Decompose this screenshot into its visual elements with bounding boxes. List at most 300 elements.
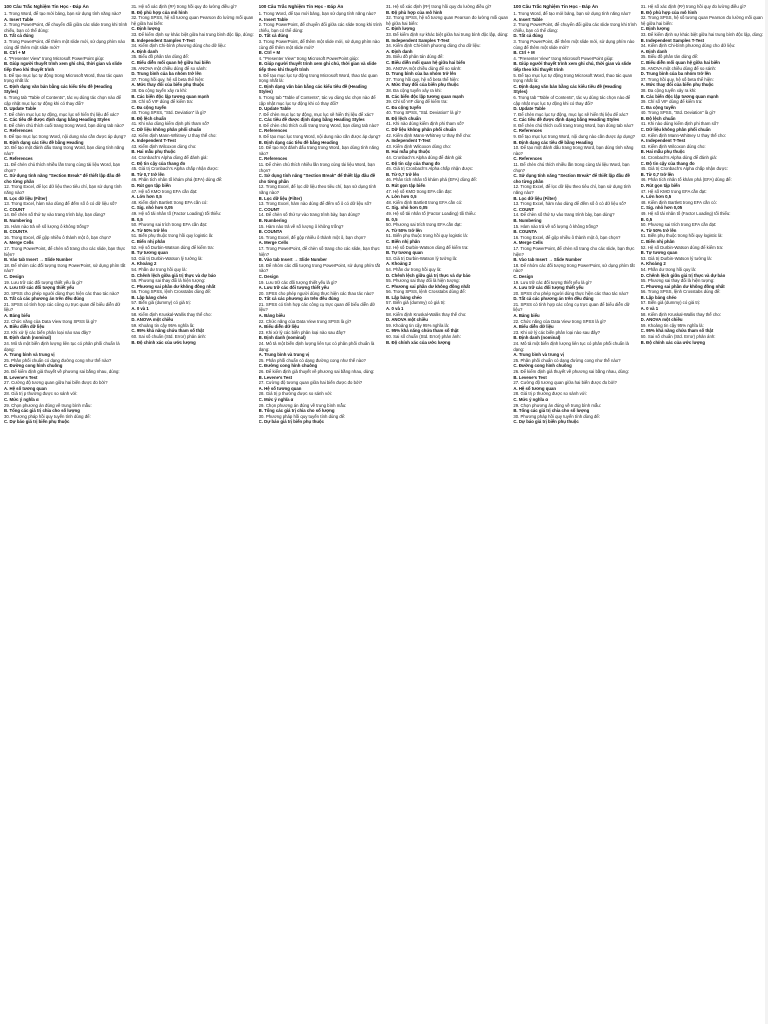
answer-text: C. COUNT xyxy=(4,206,25,212)
answer-text: D. Trung bình của ba nhóm trở lên xyxy=(131,71,202,77)
question-text: 15. Hàm nào trả về số lượng ô không trống? xyxy=(4,223,89,229)
question-text: 7. Để chèn mục lục tự động, mục lục sẽ hiển thị liệu để xác? xyxy=(258,111,374,117)
answer-text: A. Lưu trữ các đối tượng thiết yếu xyxy=(258,285,329,291)
question-text: 51. Biến phụ thuộc trong hồi quy logistic là: xyxy=(386,233,468,239)
question-text: 44. Cronbach's Alpha dùng để đánh giá: xyxy=(131,155,208,161)
answer-text: C. Sig. nhỏ hơn 0,05 xyxy=(131,205,173,211)
question-text: 27. Cường độ tương quan giữa hai biến được đo bởi? xyxy=(258,380,363,386)
answer-text: A. Lưu trữ các đối tượng thiết yếu xyxy=(513,285,584,291)
question-text: 39. Chỉ số VIF dùng để kiểm tra: xyxy=(131,99,193,105)
question-text: 49. Hệ số tải nhân tố (Factor Loading) tối thiểu: xyxy=(640,210,731,216)
question-text: 10. Để tạo một đánh dấu trang trong Word, bạn dùng tính năng nào? xyxy=(258,145,379,156)
question-text: 15. Hàm nào trả về số lượng ô không trống? xyxy=(258,223,344,229)
answer-text: C. Sử dụng tính năng "Section Break" để thiết lập đầu đề cho từng phần xyxy=(4,173,121,184)
question-text: 23. Khi xử lý các biến phân loại nào sau đây? xyxy=(258,329,346,335)
question-text: 17. Trong PowerPoint, để chèn số trang cho các slide, bạn thực hiện? xyxy=(513,245,635,257)
answer-text: C. Phương sai phần dư không đồng nhất xyxy=(131,283,216,289)
document-title: 100 Câu Trắc Nghiệm Tin Học - Đáp Án xyxy=(258,4,344,9)
question-text: 29. Chọn phương án đúng về trung bình mẫu: xyxy=(258,402,347,408)
question-text: 3. Trong PowerPoint, để thêm một slide mới, sử dụng phím nào cùng để thêm một slide mới? xyxy=(4,38,126,50)
answer-text: B. Independent Samples T-Test xyxy=(640,37,705,43)
question-text: 38. Đa cộng tuyến xảy ra khi: xyxy=(131,87,187,93)
answer-text: C. Dữ liệu không phân phối chuẩn xyxy=(386,127,456,133)
answer-text: B. Giúp người thuyết trình xem ghi chú, thời gian và slide tiếp theo khi thuyết trình xyxy=(513,61,632,72)
answer-text: B. 0,5 xyxy=(131,216,143,222)
question-text: 46. Phân tích nhân tố khám phá (EFA) dùng để: xyxy=(131,177,223,183)
question-text: 19. Lưu trữ các đối tượng thiết yếu là gì? xyxy=(258,279,337,285)
answer-text: B. Tự tương quan xyxy=(386,250,423,256)
question-text: 9. Để tạo mục lục trong Word, nội dung nào cần được áp dụng? xyxy=(4,134,126,140)
answer-text: B. Từ 0,7 trở lên xyxy=(386,171,420,177)
answer-text: A. Bảng biểu xyxy=(4,313,31,319)
question-text: 34. Kiểm định Chi-bình phương dùng cho dữ liệu: xyxy=(386,43,481,49)
answer-text: A. Hệ số tương quan xyxy=(513,385,557,391)
answer-text: A. Khoảng 2 xyxy=(386,261,412,267)
question-text: 4. "Presenter View" trong Microsoft PowerPoint giúp: xyxy=(4,55,105,61)
answer-text: B. Ctrl + M xyxy=(4,50,26,56)
answer-text: B. Hai mẫu phụ thuộc xyxy=(386,149,431,155)
question-text: 21. SPSS có tính hợp các công cụ trực quan để biểu diễn dữ liệu? xyxy=(258,301,375,313)
question-text: 59. Khoảng tin cậy 95% nghĩa là: xyxy=(131,322,195,328)
answer-text: A. Bảng biểu xyxy=(258,313,285,319)
question-text: 27. Cường độ tương quan giữa hai biến được đo bởi? xyxy=(4,380,108,386)
question-text: 35. Biểu đồ phân tán dùng để: xyxy=(131,54,189,60)
answer-text: A. Trung bình và trung vị xyxy=(4,352,55,358)
answer-text: C. References xyxy=(258,128,288,134)
question-text: 7. Để chèn mục lục tự động, mục lục sẽ hiển thị liệu để xác? xyxy=(4,111,119,117)
question-text: 26. Để kiểm định giả thuyết về phương sai bằng nhau, dùng: xyxy=(4,369,120,374)
question-text: 47. Hệ số KMO trong EFA cần đạt: xyxy=(640,188,707,194)
question-text: 43. Kiểm định Wilcoxon dùng cho: xyxy=(640,143,706,149)
answer-text: C. Đường cong hình chuông xyxy=(258,363,318,369)
answer-text: B. Levene's Test xyxy=(258,374,293,380)
question-text: 52. Hệ số Durbin-Watson dùng để kiểm tra: xyxy=(131,244,214,250)
question-text: 20. SPSS cho phép người dùng thực hiện các thao tác nào? xyxy=(258,290,374,296)
text-column-3 xyxy=(259,4,382,1024)
answer-text: D. ANOVA một chiều xyxy=(131,317,174,323)
question-text: 4. "Presenter View" trong Microsoft PowerPoint giúp: xyxy=(513,55,614,61)
answer-text: C. Phương sai phần dư không đồng nhất xyxy=(640,283,725,289)
question-text: 21. SPSS có tính hợp các công cụ trực quan để biểu diễn dữ liệu? xyxy=(513,301,630,313)
answer-text: B. Numbering xyxy=(258,217,287,223)
answer-text: A. Từ 50% trở lên xyxy=(131,227,168,233)
question-text: 60. Sai số chuẩn (Std. Error) phản ánh: xyxy=(640,334,716,340)
answer-text: C. Sử dụng tính năng "Section Break" để thiết lập đầu đề cho từng phần xyxy=(258,173,376,184)
answer-text: D. Update Table xyxy=(4,106,37,112)
question-text: 12. Trong Excel, để lọc dữ liệu theo tiêu chí, bạn sử dụng tính năng nào? xyxy=(513,184,631,195)
question-text: 48. Kiểm định Bartlett trong EFA cần có: xyxy=(131,199,208,205)
answer-text: B. Định danh (nominal) xyxy=(258,335,306,341)
answer-text: A. Lớn hơn 0,5 xyxy=(131,194,162,200)
question-text: 50. Phương sai trích trong EFA cần đạt: xyxy=(131,222,208,228)
answer-text: C. Sử dụng tính năng "Section Break" để thiết lập đầu đề cho từng phần xyxy=(513,173,630,184)
question-text: 34. Kiểm định Chi-bình phương dùng cho dữ liệu: xyxy=(640,43,736,49)
answer-text: C. COUNT xyxy=(513,206,535,212)
answer-text: A. 0 và 1 xyxy=(131,306,149,312)
question-text: 38. Đa cộng tuyến xảy ra khi: xyxy=(640,87,697,93)
question-text: 19. Lưu trữ các đối tượng thiết yếu là gì? xyxy=(513,279,592,285)
question-text: 25. Phân phối chuẩn có dạng đường cong như thế nào? xyxy=(513,357,621,363)
question-text: 8. Để chèn chú thích cuối trang trong Word, bạn dùng tab nào? xyxy=(258,122,379,128)
question-text: 32. Trong SPSS, hệ số tương quan Pearson đo lường mối quan hệ giữa hai biến: xyxy=(131,15,254,26)
answer-text: D. Tất cả các phương án trên đều đúng xyxy=(513,296,594,302)
question-text: 57. Biến giả (dummy) có giá trị: xyxy=(640,300,701,306)
answer-text: C. References xyxy=(4,156,33,162)
answer-text: B. Vào tab Insert → Slide Number xyxy=(258,257,327,263)
question-text: 3. Trong PowerPoint, để thêm một slide mới, sử dụng phím nào cùng để thêm một slide mới? xyxy=(258,38,380,50)
answer-text: B. Tự tương quan xyxy=(640,250,678,256)
answer-text: B. Độ phù hợp của mô hình xyxy=(640,9,697,15)
answer-text: A. Định danh xyxy=(386,48,413,54)
question-text: 28. Giá trị p thường được so sánh với: xyxy=(513,391,587,397)
question-text: 16. Trong Excel, để gộp nhiều ô thành một ô, bạn chọn? xyxy=(4,234,112,240)
answer-text: B. Từ 0,7 trở lên xyxy=(640,171,674,177)
question-text: 26. Để kiểm định giả thuyết về phương sai bằng nhau, dùng: xyxy=(258,369,375,374)
question-text: 44. Cronbach's Alpha dùng để đánh giá: xyxy=(386,155,463,161)
question-text: 60. Sai số chuẩn (Std. Error) phản ánh: xyxy=(131,334,207,340)
question-text: 44. Cronbach's Alpha dùng để đánh giá: xyxy=(640,155,717,161)
answer-text: C. 95% khả năng chứa tham số thật xyxy=(131,328,204,334)
question-text: 11. Để chèn chú thích nhiều lần trong cùng tài liệu Word, bạn chọn? xyxy=(513,162,630,173)
question-text: 55. Phương sai thay đổi là hiện tượng: xyxy=(640,278,715,284)
question-text: 36. ANOVA một chiều dùng để so sánh: xyxy=(640,65,717,71)
question-text: 28. Giá trị p thường được so sánh với: xyxy=(4,391,78,397)
question-text: 40. Trong SPSS, "Std. Deviation" là gì? xyxy=(640,110,716,116)
question-text: 53. Giá trị Durbin-Watson lý tưởng là: xyxy=(640,255,712,261)
answer-text: C. Design xyxy=(258,273,279,279)
question-text: 57. Biến giả (dummy) có giá trị: xyxy=(131,300,191,306)
answer-text: A. 0 và 1 xyxy=(386,306,404,312)
question-text: 37. Trong hồi quy, hệ số beta thể hiện: xyxy=(131,76,205,82)
answer-text: D. Tất cả đúng xyxy=(258,33,289,39)
answer-text: C. Độ tin cậy của thang đo xyxy=(386,160,440,166)
question-text: 39. Chỉ số VIF dùng để kiểm tra: xyxy=(386,99,448,105)
question-text: 36. ANOVA một chiều dùng để so sánh: xyxy=(386,65,462,71)
answer-text: D. Rút gọn tập biến xyxy=(640,183,681,188)
answer-text: A. Mức thay đổi của biến phụ thuộc xyxy=(386,82,459,88)
question-text: 50. Phương sai trích trong EFA cần đạt: xyxy=(640,222,717,228)
question-text: 18. Để nhóm các đối tượng trong PowerPoint, sử dụng phím tắt nào? xyxy=(258,262,380,274)
question-text: 56. Trong SPSS, lệnh Crosstabs dùng để: xyxy=(131,289,212,295)
answer-text: A. Insert Table xyxy=(258,16,288,22)
answer-text: A. Lớn hơn 0,5 xyxy=(640,194,672,200)
answer-text: C. Định dạng văn bản bằng các kiểu tiêu đề (Heading Styles) xyxy=(4,83,113,95)
question-text: 24. Mô tả một biến định lượng liên tục có phân phối chuẩn là dạng: xyxy=(258,341,375,352)
answer-text: A. Trung bình và trung vị xyxy=(513,352,564,358)
question-text: 59. Khoảng tin cậy 95% nghĩa là: xyxy=(640,322,704,328)
answer-text: B. Độ chính xác của ước lượng xyxy=(640,339,706,345)
answer-text: D. Trung bình của ba nhóm trở lên xyxy=(640,71,711,77)
answer-text: B. Độ phù hợp của mô hình xyxy=(131,9,188,15)
answer-text: A. Insert Table xyxy=(513,16,543,22)
question-text: 5. Để tạo mục lục tự động trong Microsoft Word, thao tác quan trọng nhất là: xyxy=(513,72,633,84)
question-text: 16. Trong Excel, để gộp nhiều ô thành một ô, bạn chọn? xyxy=(258,234,366,240)
question-text: 30. Phương pháp hồi quy tuyến tính dùng để: xyxy=(258,413,346,419)
question-text: 23. Khi xử lý các biến phân loại nào sau đây? xyxy=(4,329,91,335)
question-text: 10. Để tạo một đánh dấu trang trong Word, bạn dùng tính năng nào? xyxy=(4,145,125,156)
answer-text: C. Sig. nhỏ hơn 0,05 xyxy=(386,205,428,211)
answer-text: A. Lớn hơn 0,5 xyxy=(386,194,417,200)
answer-text: A. Bảng biểu xyxy=(513,313,540,319)
answer-text: B. Ctrl + M xyxy=(513,50,535,56)
question-text: 33. Để kiểm định sự khác biệt giữa hai trung bình độc lập, dùng: xyxy=(386,31,509,37)
question-text: 52. Hệ số Durbin-Watson dùng để kiểm tra: xyxy=(386,244,469,250)
question-text: 45. Giá trị Cronbach's Alpha chấp nhận được: xyxy=(640,166,728,172)
question-text: 41. Khi nào dùng kiểm định phi tham số? xyxy=(640,121,719,127)
question-text: 54. Phần dư trong hồi quy là: xyxy=(131,266,187,272)
answer-text: A. Insert Table xyxy=(4,16,34,22)
question-text: 13. Trong Excel, hàm nào dùng để đếm số ô có dữ liệu số? xyxy=(513,201,627,207)
answer-text: B. Độ chính xác của ước lượng xyxy=(386,339,451,345)
question-text: 42. Kiểm định Mann-Whitney U thay thế cho: xyxy=(640,132,726,138)
answer-text: C. Định dạng văn bản bằng các kiểu tiêu đề (Heading Styles) xyxy=(513,83,622,95)
answer-text: D. Chênh lệch giữa giá trị thực và dự báo xyxy=(386,272,471,278)
answer-text: C. Design xyxy=(513,273,534,279)
question-text: 41. Khi nào dùng kiểm định phi tham số? xyxy=(386,121,464,127)
answer-text: B. Vào tab Insert → Slide Number xyxy=(4,257,73,263)
question-text: 36. ANOVA một chiều dùng để so sánh: xyxy=(131,65,207,71)
answer-text: D. Chênh lệch giữa giá trị thực và dự báo xyxy=(131,272,216,278)
question-text: 18. Để nhóm các đối tượng trong PowerPoint, sử dụng phím tắt nào? xyxy=(513,262,635,274)
question-text: 22. Chức năng của Data View trong SPSS là gì? xyxy=(513,318,606,324)
question-text: 51. Biến phụ thuộc trong hồi quy logistic là: xyxy=(131,233,214,239)
answer-text: B. COUNTA xyxy=(4,229,28,235)
document-title: 100 Câu Trắc Nghiệm Tin Học - Đáp Án xyxy=(4,4,89,9)
answer-text: C. Biến nhị phân xyxy=(386,238,420,244)
answer-text: C. References xyxy=(513,128,542,134)
answer-text: B. Lọc dữ liệu (Filter) xyxy=(4,195,48,201)
question-text: 19. Lưu trữ các đối tượng thiết yếu là gì? xyxy=(4,279,83,285)
question-text: 6. Trong tab "Table of Contents", tác vụ dùng tác chọn nào để cập nhật mục lục tự động khi có thay đổi? xyxy=(258,94,376,106)
question-text: 33. Để kiểm định sự khác biệt giữa hai trung bình độc lập, dùng: xyxy=(131,31,254,37)
question-text: 12. Trong Excel, để lọc dữ liệu theo tiêu chí, bạn sử dụng tính năng nào? xyxy=(258,184,377,195)
question-text: 59. Khoảng tin cậy 95% nghĩa là: xyxy=(386,322,450,328)
answer-text: C. Độ tin cậy của thang đo xyxy=(640,160,695,166)
question-text: 43. Kiểm định Wilcoxon dùng cho: xyxy=(131,143,197,149)
answer-text: B. Lọc dữ liệu (Filter) xyxy=(513,195,557,201)
question-text: 22. Chức năng của Data View trong SPSS là gì? xyxy=(258,318,352,324)
answer-text: A. Hệ số tương quan xyxy=(258,385,302,391)
question-text: 17. Trong PowerPoint, để chèn số trang cho các slide, bạn thực hiện? xyxy=(258,245,380,257)
answer-text: C. Dữ liệu không phân phối chuẩn xyxy=(640,127,711,133)
answer-text: B. Hai mẫu phụ thuộc xyxy=(131,149,176,155)
question-text: 39. Chỉ số VIF dùng để kiểm tra: xyxy=(640,99,703,105)
question-text: 5. Để tạo mục lục tự động trong Microsoft Word, thao tác quan trọng nhất là: xyxy=(4,72,123,84)
answer-text: A. Independent T-Test xyxy=(640,138,686,144)
question-text: 24. Mô tả một biến định lượng liên tục có phân phối chuẩn là dạng: xyxy=(513,341,629,352)
answer-text: C. Đa cộng tuyến xyxy=(640,104,676,110)
question-text: 10. Để tạo một đánh dấu trang trong Word, bạn dùng tính năng nào? xyxy=(513,145,634,156)
question-text: 8. Để chèn chú thích cuối trang trong Word, bạn dùng tab nào? xyxy=(4,122,125,128)
answer-text: A. Lưu trữ các đối tượng thiết yếu xyxy=(4,285,75,291)
answer-text: C. Dự báo giá trị biến phụ thuộc xyxy=(258,419,325,425)
question-text: 51. Biến phụ thuộc trong hồi quy logistic là: xyxy=(640,233,723,239)
answer-text: B. Lập bảng chéo xyxy=(640,294,677,300)
answer-text: B. Ctrl + M xyxy=(258,50,281,56)
question-text: 42. Kiểm định Mann-Whitney U thay thế cho: xyxy=(131,132,217,138)
question-text: 2. Trong PowerPoint, để chuyển đổi giữa các slide trong khi trình chiếu, bạn có thể dùng: xyxy=(258,22,382,33)
answer-text: C. Biểu diễn mối quan hệ giữa hai biến xyxy=(131,59,211,65)
question-text: 48. Kiểm định Bartlett trong EFA cần có: xyxy=(386,199,463,205)
answer-text: A. Independent T-Test xyxy=(386,138,431,144)
question-text: 58. Kiểm định Kruskal-Wallis thay thế cho: xyxy=(640,311,721,317)
question-text: 56. Trong SPSS, lệnh Crosstabs dùng để: xyxy=(640,289,721,295)
question-text: 55. Phương sai thay đổi là hiện tượng: xyxy=(386,278,460,284)
question-text: 37. Trong hồi quy, hệ số beta thể hiện: xyxy=(640,76,714,82)
answer-text: B. COUNTA xyxy=(258,229,283,235)
answer-text: B. Tổng các giá trị chia cho số lượng xyxy=(258,408,335,414)
answer-text: C. Mức ý nghĩa α xyxy=(513,396,548,402)
question-text: 45. Giá trị Cronbach's Alpha chấp nhận được: xyxy=(386,166,474,172)
question-text: 34. Kiểm định Chi-bình phương dùng cho dữ liệu: xyxy=(131,43,226,49)
text-column-4 xyxy=(386,4,509,1024)
answer-text: D. Tất cả đúng xyxy=(513,33,543,39)
question-text: 29. Chọn phương án đúng về trung bình mẫu: xyxy=(513,402,601,408)
question-text: 32. Trong SPSS, hệ số tương quan Pearson đo lường mối quan hệ giữa hai biến: xyxy=(640,15,763,26)
question-text: 53. Giá trị Durbin-Watson lý tưởng là: xyxy=(131,255,203,261)
answer-text: B. Các biến độc lập tương quan mạnh xyxy=(640,93,719,99)
text-column-5 xyxy=(513,4,636,1024)
answer-text: B. Định danh (nominal) xyxy=(513,335,561,341)
answer-text: C. Biến nhị phân xyxy=(640,238,675,244)
answer-text: C. Các tiêu đề được định dạng bằng Heading Styles xyxy=(258,117,365,123)
answer-text: D. Tất cả các phương án trên đều đúng xyxy=(4,296,85,302)
question-text: 5. Để tạo mục lục tự động trong Microsoft Word, thao tác quan trọng nhất là: xyxy=(258,72,378,84)
answer-text: B. Độ phù hợp của mô hình xyxy=(386,9,443,15)
answer-text: B. Vào tab Insert → Slide Number xyxy=(513,257,582,263)
answer-text: A. Merge Cells xyxy=(4,240,34,246)
question-text: 46. Phân tích nhân tố khám phá (EFA) dùng để: xyxy=(640,177,732,183)
question-text: 31. Hệ số xác định (R²) trong hồi quy đo lường điều gì? xyxy=(640,4,746,9)
answer-text: B. Độ lệch chuẩn xyxy=(386,115,421,121)
answer-text: A. Từ 50% trở lên xyxy=(386,227,422,233)
answer-text: C. Đường cong hình chuông xyxy=(4,363,63,369)
question-text: 37. Trong hồi quy, hệ số beta thể hiện: xyxy=(386,76,460,82)
question-text: 8. Để chèn chú thích cuối trang trong Word, bạn dùng tab nào? xyxy=(513,122,634,128)
answer-text: B. Independent Samples T-Test xyxy=(386,37,450,43)
answer-text: A. 0 và 1 xyxy=(640,306,659,312)
answer-text: B. Hai mẫu phụ thuộc xyxy=(640,149,685,155)
answer-text: B. Giúp người thuyết trình xem ghi chú, thời gian và slide tiếp theo khi thuyết trình xyxy=(258,61,377,72)
answer-text: C. Mức ý nghĩa α xyxy=(258,396,294,402)
answer-text: D. Tất cả các phương án trên đều đúng xyxy=(258,296,339,302)
answer-text: A. Hệ số tương quan xyxy=(4,385,47,391)
question-text: 1. Trong Word, để tạo mới bảng, bạn sử dụng tính năng nào? xyxy=(513,11,631,16)
question-text: 47. Hệ số KMO trong EFA cần đạt: xyxy=(131,188,198,194)
answer-text: C. Độ tin cậy của thang đo xyxy=(131,160,186,166)
question-text: 14. Để chèn số thứ tự vào trang trình bày, bạn dùng? xyxy=(513,212,615,218)
question-text: 13. Trong Excel, hàm nào dùng để đếm số ô có dữ liệu số? xyxy=(258,201,372,207)
answer-text: C. Biểu diễn mối quan hệ giữa hai biến xyxy=(386,59,466,65)
answer-text: A. Biểu diễn dữ liệu xyxy=(258,324,300,330)
question-text: 35. Biểu đồ phân tán dùng để: xyxy=(386,54,444,60)
question-text: 2. Trong PowerPoint, để chuyển đổi giữa các slide trong khi trình chiếu, bạn có thể dùng: xyxy=(513,22,637,33)
answer-text: B. Định dạng các tiêu đề bằng Heading xyxy=(258,139,339,145)
question-text: 41. Khi nào dùng kiểm định phi tham số? xyxy=(131,121,210,127)
answer-text: C. Dự báo giá trị biến phụ thuộc xyxy=(4,419,70,425)
answer-text: B. Độ lệch chuẩn xyxy=(131,115,167,121)
question-text: 9. Để tạo mục lục trong Word, nội dung nào cần được áp dụng? xyxy=(513,134,636,140)
answer-text: C. Định lượng xyxy=(386,26,415,32)
answer-text: A. Mức thay đổi của biến phụ thuộc xyxy=(640,82,714,88)
answer-text: D. Rút gọn tập biến xyxy=(386,183,426,188)
answer-text: B. 0,5 xyxy=(640,216,653,222)
answer-text: B. Độ chính xác của ước lượng xyxy=(131,339,196,345)
question-text: 13. Trong Excel, hàm nào dùng để đếm số ô có dữ liệu số? xyxy=(4,201,117,207)
answer-text: A. Từ 50% trở lên xyxy=(640,227,677,233)
answer-text: C. Biến nhị phân xyxy=(131,238,166,244)
answer-text: C. References xyxy=(258,156,288,162)
question-text: 27. Cường độ tương quan giữa hai biến được đo bởi? xyxy=(513,380,617,386)
answer-text: B. Lọc dữ liệu (Filter) xyxy=(258,195,302,201)
answer-text: C. Đường cong hình chuông xyxy=(513,363,572,369)
question-text: 49. Hệ số tải nhân tố (Factor Loading) tối thiểu: xyxy=(131,210,222,216)
answer-text: B. Tổng các giá trị chia cho số lượng xyxy=(513,408,590,414)
answer-text: C. Sig. nhỏ hơn 0,05 xyxy=(640,205,683,211)
document-title: 100 Câu Trắc Nghiệm Tin Học - Đáp Án xyxy=(513,4,598,9)
question-text: 14. Để chèn số thứ tự vào trang trình bày, bạn dùng? xyxy=(258,212,360,218)
question-text: 54. Phần dư trong hồi quy là: xyxy=(386,266,442,272)
question-text: 11. Để chèn chú thích nhiều lần trong cùng tài liệu Word, bạn chọn? xyxy=(258,162,375,173)
answer-text: C. Định lượng xyxy=(640,26,670,32)
answer-text: D. Tất cả đúng xyxy=(4,33,34,39)
answer-text: A. Định danh xyxy=(131,48,158,54)
answer-text: B. Levene's Test xyxy=(4,374,38,380)
question-text: 53. Giá trị Durbin-Watson lý tưởng là: xyxy=(386,255,458,261)
answer-text: C. Đa cộng tuyến xyxy=(386,104,422,110)
question-text: 40. Trong SPSS, "Std. Deviation" là gì? xyxy=(386,110,461,116)
question-text: 28. Giá trị p thường được so sánh với: xyxy=(258,391,333,397)
question-text: 16. Trong Excel, để gộp nhiều ô thành một ô, bạn chọn? xyxy=(513,234,621,240)
question-text: 31. Hệ số xác định (R²) trong hồi quy đo lường điều gì? xyxy=(386,4,492,9)
answer-text: C. Mức ý nghĩa α xyxy=(4,396,39,402)
answer-text: C. 95% khả năng chứa tham số thật xyxy=(386,328,459,334)
answer-text: D. ANOVA một chiều xyxy=(640,317,683,323)
question-text: 54. Phần dư trong hồi quy là: xyxy=(640,266,697,272)
answer-text: B. Independent Samples T-Test xyxy=(131,37,195,43)
answer-text: C. Dự báo giá trị biến phụ thuộc xyxy=(513,419,579,425)
answer-text: D. Trung bình của ba nhóm trở lên xyxy=(386,71,457,77)
question-text: 1. Trong Word, để tạo mới bảng, bạn sử dụng tính năng nào? xyxy=(4,11,122,16)
text-column-6 xyxy=(641,4,764,1024)
answer-text: B. Tự tương quan xyxy=(131,250,169,256)
answer-text: A. Trung bình và trung vị xyxy=(258,352,310,358)
answer-text: C. References xyxy=(513,156,542,162)
question-text: 20. SPSS cho phép người dùng thực hiện các thao tác nào? xyxy=(513,290,629,296)
text-column-1 xyxy=(4,4,127,1024)
answer-text: A. Merge Cells xyxy=(258,240,289,246)
answer-text: C. COUNT xyxy=(258,206,280,212)
answer-text: C. Phương sai phần dư không đồng nhất xyxy=(386,283,470,289)
answer-text: B. Định danh (nominal) xyxy=(4,335,52,341)
question-text: 29. Chọn phương án đúng về trung bình mẫu: xyxy=(4,402,92,408)
answer-text: B. Numbering xyxy=(513,217,542,223)
question-text: 22. Chức năng của Data View trong SPSS là gì? xyxy=(4,318,97,324)
answer-text: B. Các biến độc lập tương quan mạnh xyxy=(386,93,464,99)
answer-text: B. 0,5 xyxy=(386,216,398,222)
question-text: 3. Trong PowerPoint, để thêm một slide mới, sử dụng phím nào cùng để thêm một slide mới? xyxy=(513,38,635,50)
answer-text: C. Đa cộng tuyến xyxy=(131,104,167,110)
question-text: 9. Để tạo mục lục trong Word, nội dung nào cần được áp dụng? xyxy=(258,134,381,140)
question-text: 58. Kiểm định Kruskal-Wallis thay thế cho: xyxy=(386,311,467,317)
answer-text: C. 95% khả năng chứa tham số thật xyxy=(640,328,714,334)
question-text: 4. "Presenter View" trong Microsoft PowerPoint giúp: xyxy=(258,55,359,61)
answer-text: D. ANOVA một chiều xyxy=(386,317,428,323)
question-text: 40. Trong SPSS, "Std. Deviation" là gì? xyxy=(131,110,207,116)
answer-text: A. Independent T-Test xyxy=(131,138,176,144)
question-text: 6. Trong tab "Table of Contents", tác vụ dùng tác chọn nào để cập nhật mục lục tự động khi có thay đổi? xyxy=(4,94,121,106)
answer-text: B. Các biến độc lập tương quan mạnh xyxy=(131,93,210,99)
